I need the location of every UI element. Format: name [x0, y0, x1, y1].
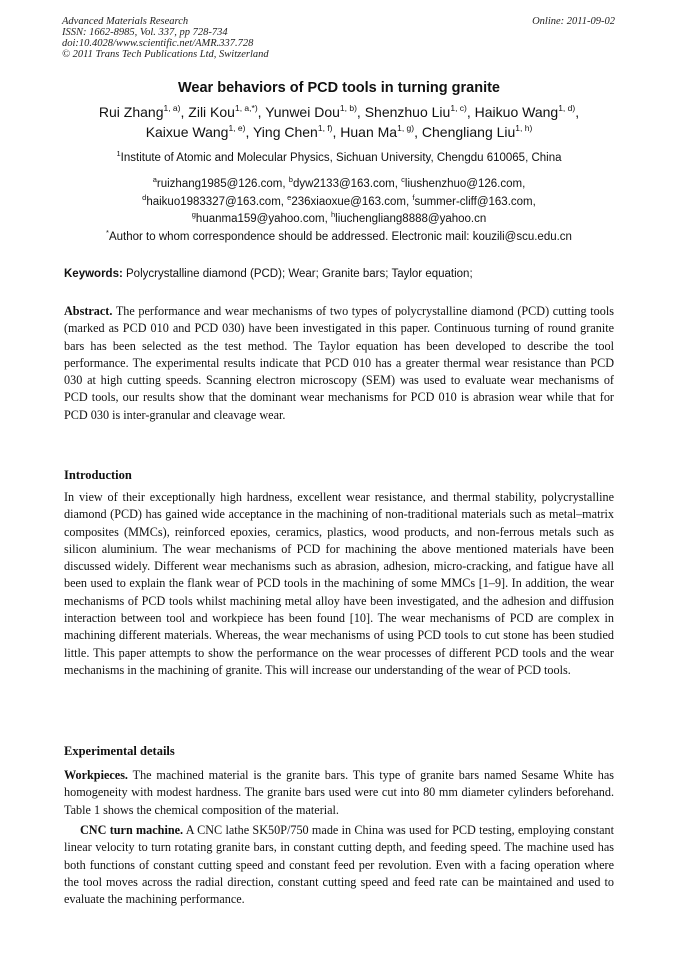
- workpieces-paragraph: [64, 767, 614, 819]
- author: Huan Ma$^{1, g)}$: [340, 123, 415, 140]
- workpieces-label: Workpieces.: [64, 768, 128, 782]
- author: Ying Chen$^{1, f)}$: [252, 123, 333, 140]
- email-line: $^g$huanma159@yahoo.com, $^h$liuchengliang8888@yahoo.cn: [191, 210, 487, 225]
- author: Rui Zhang$^{1, a)}$: [98, 103, 181, 120]
- abstract-label: Abstract.: [64, 304, 113, 318]
- online-date: Online: 2011-09-02: [532, 16, 615, 27]
- email: $^d$haikuo1983327@163.com: [142, 192, 281, 208]
- affiliation: $^1$Institute of Atomic and Molecular Physics, Sichuan University, Chengdu 610065, China: [116, 149, 562, 164]
- email: $^e$236xiaoxue@163.com: [287, 192, 406, 208]
- keywords-text: Polycrystalline diamond (PCD); Wear; Granite bars; Taylor equation;: [126, 268, 473, 280]
- correspondence-note: *Author to whom correspondence should be addressed. Electronic mail: kouzili@scu.edu.cn: [106, 227, 572, 243]
- author: Shenzhuo Liu$^{1, c)}$: [364, 103, 467, 120]
- doi-line: doi:10.4028/www.scientific.net/AMR.337.728: [62, 38, 254, 49]
- email: $^a$ruizhang1985@126.com: [152, 175, 283, 190]
- cnc-label: CNC turn machine.: [80, 823, 184, 837]
- introduction-text: In view of their exceptionally high hardness, excellent wear resistance, and thermal stability, polycrystalline diamond (PCD) has gained wide acceptance in the machining of non-traditional materials such as metal–matrix composites (MMCs), reinforced epoxies, ceramics, plastics, wood products, and non-ferrous metals such as silicon aluminium. The wear mechanisms of PCD for machining the above mentioned materials have been discussed widely. Different wear mechanisms such as abrasion, adhesion, micro-cracking, and fatigue have all been used to explain the flank wear of PCD tools in the machining of some MMCs [1–9]. In addition, the wear mechanisms of PCD tools whilst machining metal alloy have been investigated, and the adhesion and diffusion interaction between tool and workpiece has been found [10]. The wear mechanisms of PCD are complex in machining different materials. Whereas, the wear mechanisms of using PCD tools to cut stone has been studied little. This paper attempts to show the performance on the wear processes of different PCD tools and the wear mechanisms in the machining of granite. This will increase our understanding of the wear of PCD tools.: [64, 490, 614, 677]
- keywords-label: Keywords:: [64, 268, 123, 280]
- author-list: Rui Zhang$^{1, a)}$, Zili Kou$^{1, a,*)}$, Yunwei Dou$^{1, b)}$, Shenzhuo Liu$^{1, c)}$, Haikuo Wang$^{1, d)}$, Kaixue Wang$^{1, e)}$, Ying Chen$^{1, f)}$, Huan Ma$^{1, g)}$, Chengliang Liu$^{1, h)}$: [98, 103, 580, 140]
- email-block: [0, 176, 678, 246]
- email: $^b$dyw2133@163.com: [288, 175, 395, 190]
- workpieces-text: The machined material is the granite bars. This type of granite bars named Sesame White has homogeneity with modest hardness. The granite bars used were cut into 80 mm diameter cylinders beforehand. Table 1 shows the chemical composition of the material.: [64, 768, 615, 817]
- keywords: [64, 267, 473, 282]
- author: Yunwei Dou$^{1, b)}$: [265, 103, 357, 120]
- author: Chengliang Liu$^{1, h)}$: [421, 123, 533, 140]
- experimental-heading: Experimental details: [64, 744, 175, 758]
- email-line: $^a$ruizhang1985@126.com, $^b$dyw2133@163.com, $^c$liushenzhuo@126.com,: [152, 175, 526, 190]
- copyright-line: © 2011 Trans Tech Publications Ltd, Switzerland: [62, 49, 269, 60]
- author: Kaixue Wang$^{1, e)}$: [145, 123, 246, 140]
- introduction-heading: Introduction: [64, 468, 132, 482]
- email: $^g$huanma159@yahoo.com: [191, 210, 325, 225]
- author: Zili Kou$^{1, a,*)}$: [188, 103, 258, 120]
- email: $^h$liuchengliang8888@yahoo.cn: [331, 210, 487, 225]
- abstract-text: The performance and wear mechanisms of two types of polycrystalline diamond (PCD) cutting tools (marked as PCD 010 and PCD 030) have been investigated in this paper. Continuous turning of round granite bars has been selected as the test method. The Taylor equation has been developed to describe the tool performance. The experimental results indicate that PCD 010 has a greater thermal wear resistance than PCD 030 at high cutting speeds. Scanning electron microscopy (SEM) was used to evaluate wear mechanisms of PCD tools, our results show that the dominant wear mechanisms for PCD 010 is abrasion wear while that for PCD 030 is inter-granular and cleavage wear.: [64, 304, 614, 422]
- cnc-text: A CNC lathe SK50P/750 made in China was used for PCD testing, employing constant linear velocity to turn rotating granite bars, in constant cutting depth, and feeding speed. The machine used has both functions of constant cutting speed and constant feed per revolution. Even with a facing operation where the tool moves across the radial direction, constant cutting speed and feed rate can be maintained and used to evaluate the machining performance.: [64, 823, 615, 907]
- journal-name: Advanced Materials Research: [62, 16, 189, 27]
- email: $^c$liushenzhuo@126.com: [401, 175, 523, 190]
- email: $^f$summer-cliff@163.com: [412, 192, 533, 208]
- abstract: [64, 303, 614, 424]
- issn-line: ISSN: 1662-8985, Vol. 337, pp 728-734: [62, 27, 228, 38]
- paper-title: Wear behaviors of PCD tools in turning granite: [178, 80, 500, 96]
- journal-header: [62, 16, 269, 60]
- email-line: $^d$haikuo1983327@163.com, $^e$236xiaoxue@163.com, $^f$summer-cliff@163.com,: [142, 192, 536, 208]
- author: Haikuo Wang$^{1, d)}$: [474, 103, 576, 120]
- cnc-paragraph: [64, 822, 614, 908]
